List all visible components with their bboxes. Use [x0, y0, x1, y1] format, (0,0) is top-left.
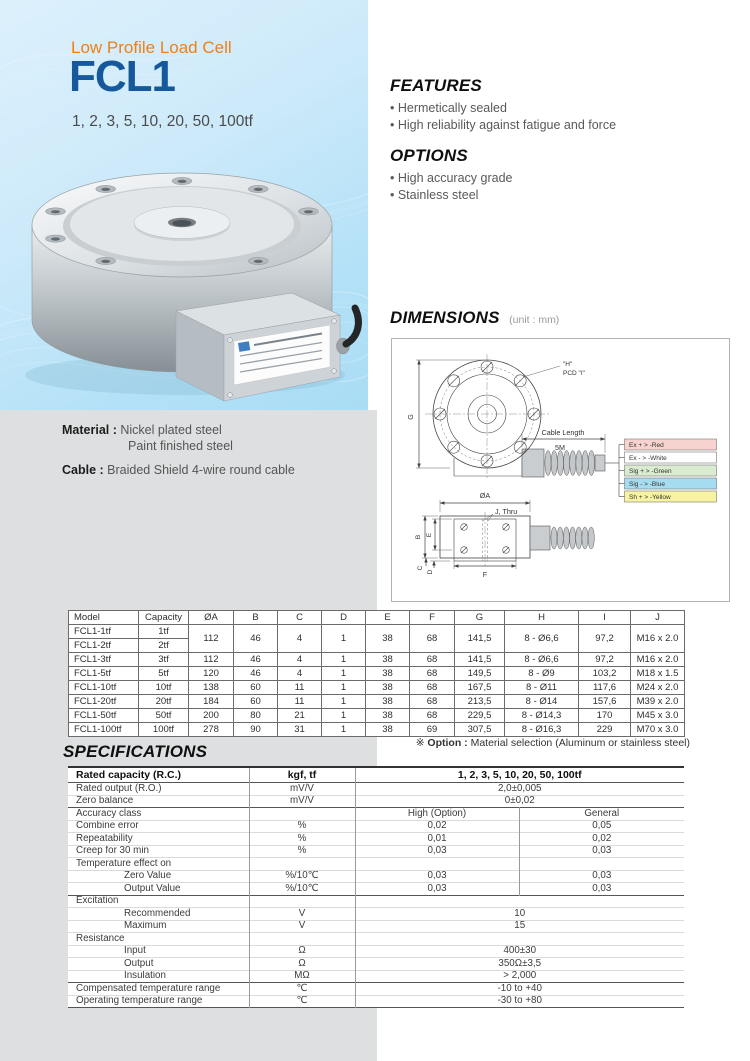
dim-label-j: J, Thru: [495, 507, 518, 516]
dim-value-cell: 1: [322, 681, 366, 695]
spec-unit: ℃: [249, 983, 355, 996]
dim-table-row: [69, 625, 685, 639]
spec-value: [355, 933, 684, 946]
spec-param-name: Creep for 30 min: [68, 845, 249, 858]
product-kicker: Low Profile Load Cell: [71, 38, 232, 57]
spec-header-name: Rated capacity (R.C.): [68, 767, 249, 783]
option-note-text: Material selection (Aluminum or stainless steel): [467, 737, 690, 749]
spec-table-row: [68, 845, 684, 858]
spec-value-high: 0,03: [355, 870, 519, 883]
dim-value-cell: 60: [234, 695, 278, 709]
dim-value-cell: 1: [322, 625, 366, 653]
dim-model-cell: FCL1-3tf: [69, 653, 139, 667]
dim-value-cell: 21: [278, 709, 322, 723]
dim-table-row: [69, 681, 685, 695]
dim-col-header: Model: [69, 611, 139, 625]
spec-param-name: Repeatability: [68, 833, 249, 846]
material-cable-block: [62, 423, 295, 479]
spec-param-name: Resistance: [68, 933, 249, 946]
dim-value-cell: 46: [234, 653, 278, 667]
spec-value-general: 0,03: [592, 882, 612, 894]
features-heading: FEATURES: [390, 76, 482, 95]
spec-table-row: [68, 945, 684, 958]
spec-unit: [249, 895, 355, 908]
dim-value-cell: 60: [234, 681, 278, 695]
dim-value-cell: M39 x 2.0: [631, 695, 685, 709]
spec-table-row: [68, 883, 684, 896]
spec-value: 350Ω±3,5: [498, 957, 542, 969]
hole-note-1: "H": [563, 361, 573, 368]
spec-param-name: Temperature effect on: [68, 858, 249, 871]
dim-value-cell: 307,5: [455, 723, 505, 737]
feature-item: • Hermetically sealed: [390, 101, 507, 115]
svg-text:Sh + > -Yellow: Sh + > -Yellow: [629, 494, 671, 501]
spec-table-row: [68, 820, 684, 833]
specifications-heading: SPECIFICATIONS: [63, 742, 208, 761]
dim-value-cell: M16 x 2.0: [631, 653, 685, 667]
spec-header-unit: kgf, tf: [249, 767, 355, 783]
dim-table-row: [69, 723, 685, 737]
dim-model-cell: FCL1-50tf: [69, 709, 139, 723]
dim-capacity-cell: 100tf: [139, 723, 189, 737]
dimension-table: [68, 610, 685, 737]
spec-param-name: Insulation: [68, 970, 249, 983]
dim-col-header: G: [455, 611, 505, 625]
dim-value-cell: 4: [278, 667, 322, 681]
spec-unit: mV/V: [249, 795, 355, 808]
dim-value-cell: 97,2: [579, 653, 631, 667]
cable: [346, 308, 358, 344]
option-item: • High accuracy grade: [390, 171, 513, 185]
spec-param-name: Rated output (R.O.): [68, 783, 249, 796]
dim-value-cell: 141,5: [455, 625, 505, 653]
dim-value-cell: 141,5: [455, 653, 505, 667]
spec-table-row: [68, 983, 684, 996]
dim-value-cell: M24 x 2.0: [631, 681, 685, 695]
dim-value-cell: M18 x 1.5: [631, 667, 685, 681]
dim-value-cell: 31: [278, 723, 322, 737]
svg-text:Ex + > -Red: Ex + > -Red: [629, 442, 664, 449]
dim-value-cell: 90: [234, 723, 278, 737]
spec-param-name: Compensated temperature range: [68, 983, 249, 996]
drawing-top-view: [406, 354, 717, 502]
dim-value-cell: 200: [189, 709, 234, 723]
spec-unit: %: [249, 833, 355, 846]
dim-value-cell: 8 - Ø11: [505, 681, 579, 695]
dim-value-cell: 38: [366, 667, 410, 681]
dim-value-cell: 68: [410, 709, 455, 723]
dim-value-cell: M45 x 3.0: [631, 709, 685, 723]
spec-table-row: [68, 970, 684, 983]
options-section: [390, 146, 513, 204]
dim-value-cell: M16 x 2.0: [631, 625, 685, 653]
spec-value: 2,0±0,005: [497, 782, 542, 794]
spec-value-high: High (Option): [355, 808, 519, 821]
dim-value-cell: 8 - Ø14,3: [505, 709, 579, 723]
dim-value-cell: 8 - Ø14: [505, 695, 579, 709]
spec-param-name: Recommended: [68, 908, 249, 921]
dim-capacity-cell: 20tf: [139, 695, 189, 709]
spec-unit: V: [249, 920, 355, 933]
dim-col-header: C: [278, 611, 322, 625]
spec-value: 10: [514, 907, 526, 919]
spec-param-name: Output Value: [68, 883, 249, 896]
spec-header-row: [68, 767, 684, 783]
spec-unit: [249, 808, 355, 821]
capacity-range: 1, 2, 3, 5, 10, 20, 50, 100tf: [72, 113, 253, 130]
spec-unit: [249, 858, 355, 871]
dim-value-cell: 184: [189, 695, 234, 709]
dim-value-cell: M70 x 3.0: [631, 723, 685, 737]
dim-label-f: F: [482, 570, 488, 579]
spec-unit: Ω: [249, 958, 355, 971]
dimensions-section-heading: [390, 308, 559, 328]
dim-value-cell: 4: [278, 653, 322, 667]
spec-param-name: Output: [68, 958, 249, 971]
spec-table-row: [68, 920, 684, 933]
dim-col-header: ØA: [189, 611, 234, 625]
dim-value-cell: 138: [189, 681, 234, 695]
dim-value-cell: 68: [410, 625, 455, 653]
spec-unit: V: [249, 908, 355, 921]
spec-value-general: 0,03: [592, 845, 612, 856]
feature-item: • High reliability against fatigue and force: [390, 118, 617, 132]
spec-value-high: 0,03: [355, 883, 519, 896]
loadcell-center-hole-inner: [173, 220, 192, 226]
dim-table-row: [69, 653, 685, 667]
option-note: [380, 737, 690, 749]
wire-label-shield: [625, 491, 717, 502]
dim-label-b: B: [415, 534, 422, 540]
dim-value-cell: 8 - Ø9: [505, 667, 579, 681]
dim-value-cell: 38: [366, 723, 410, 737]
spec-value: 400±30: [503, 945, 537, 956]
dim-value-cell: 117,6: [579, 681, 631, 695]
dim-value-cell: 1: [322, 723, 366, 737]
dim-model-cell: FCL1-20tf: [69, 695, 139, 709]
dim-table-row: [69, 709, 685, 723]
spec-param-name: Maximum: [68, 920, 249, 933]
product-model: FCL1: [69, 52, 175, 101]
spec-unit: MΩ: [249, 970, 355, 983]
spec-unit: %/10℃: [249, 870, 355, 883]
spec-param-name: Operating temperature range: [68, 995, 249, 1008]
spec-table-row: [68, 858, 684, 871]
dim-capacity-cell: 5tf: [139, 667, 189, 681]
dim-label-g: G: [406, 414, 415, 420]
options-heading: OPTIONS: [390, 146, 468, 165]
spec-value-general: 0,02: [592, 832, 612, 844]
wire-label-sig-plus: [625, 465, 717, 476]
wire-label-ex-plus: [625, 439, 717, 450]
dimensions-unit-note: (unit : mm): [509, 314, 560, 326]
dimensions-drawing: [391, 338, 730, 602]
spec-param-name: Accuracy class: [68, 808, 249, 821]
spec-table-row: [68, 833, 684, 846]
dimensions-heading: DIMENSIONS: [390, 308, 500, 327]
dim-value-cell: 157,6: [579, 695, 631, 709]
spec-unit: %: [249, 845, 355, 858]
dim-value-cell: 38: [366, 695, 410, 709]
spec-table-row: [68, 958, 684, 971]
spec-value: -10 to +40: [497, 982, 542, 994]
spec-param-name: Zero balance: [68, 795, 249, 808]
dim-value-cell: 97,2: [579, 625, 631, 653]
dim-label-e: E: [426, 532, 433, 538]
spec-table-row: [68, 895, 684, 908]
cable-length-value: 5M: [555, 443, 565, 452]
material-value-2: Paint finished steel: [128, 438, 233, 453]
spec-unit: mV/V: [249, 783, 355, 796]
dim-value-cell: 120: [189, 667, 234, 681]
dim-value-cell: 80: [234, 709, 278, 723]
dim-value-cell: 8 - Ø6,6: [505, 625, 579, 653]
dim-value-cell: 8 - Ø16,3: [505, 723, 579, 737]
specifications-table: [68, 766, 684, 1008]
hero-panel: [0, 0, 368, 410]
dim-label-d: D: [427, 569, 434, 575]
dim-value-cell: 1: [322, 709, 366, 723]
spec-header-value: 1, 2, 3, 5, 10, 20, 50, 100tf: [457, 768, 582, 781]
dim-value-cell: 4: [278, 625, 322, 653]
dim-value-cell: 103,2: [579, 667, 631, 681]
spec-table-row: [68, 808, 684, 821]
option-note-label: Option :: [427, 737, 468, 749]
dim-value-cell: 38: [366, 625, 410, 653]
spec-value: 0±0,02: [504, 795, 535, 806]
dim-value-cell: 8 - Ø6,6: [505, 653, 579, 667]
spec-value-high: 0,03: [355, 845, 519, 858]
dim-capacity-cell: 2tf: [139, 639, 189, 653]
drawing-side-view: [415, 491, 594, 579]
dim-value-cell: 229,5: [455, 709, 505, 723]
spec-table-row: [68, 783, 684, 796]
spec-param-name: Combine error: [68, 820, 249, 833]
cable-length-label: Cable Length: [541, 428, 585, 437]
spec-value: > 2,000: [503, 970, 537, 981]
dim-col-header: B: [234, 611, 278, 625]
dim-col-header: D: [322, 611, 366, 625]
spec-table-row: [68, 995, 684, 1008]
spec-value-high: 0,01: [355, 833, 519, 846]
dim-value-cell: 38: [366, 653, 410, 667]
dim-model-cell: FCL1-1tf: [69, 625, 139, 639]
dim-value-cell: 278: [189, 723, 234, 737]
dim-value-cell: 68: [410, 653, 455, 667]
dim-label-c: C: [417, 565, 424, 571]
spec-value-high: [355, 858, 519, 871]
dim-col-header: E: [366, 611, 410, 625]
cable-label: Cable :: [62, 463, 104, 477]
dim-col-header: H: [505, 611, 579, 625]
cable-value: Braided Shield 4-wire round cable: [107, 463, 295, 477]
option-item: • Stainless steel: [390, 188, 479, 202]
dim-model-cell: FCL1-5tf: [69, 667, 139, 681]
spec-param-name: Excitation: [68, 895, 249, 908]
spec-value: -30 to +80: [497, 995, 542, 1006]
spec-unit: %: [249, 820, 355, 833]
svg-text:Ex - > -White: Ex - > -White: [629, 455, 667, 462]
spec-table-row: [68, 870, 684, 883]
dim-value-cell: 38: [366, 681, 410, 695]
dim-table-row: [69, 667, 685, 681]
option-note-marker: ※: [415, 737, 428, 749]
hole-note-2: PCD "I": [563, 370, 585, 377]
dim-value-cell: 1: [322, 667, 366, 681]
dim-value-cell: 167,5: [455, 681, 505, 695]
dim-value-cell: 46: [234, 667, 278, 681]
spec-value: [355, 895, 684, 908]
dim-value-cell: 1: [322, 695, 366, 709]
svg-text:Sig + > -Green: Sig + > -Green: [629, 468, 672, 475]
dim-col-header: Capacity: [139, 611, 189, 625]
dim-value-cell: 229: [579, 723, 631, 737]
dim-capacity-cell: 50tf: [139, 709, 189, 723]
spec-value-high: 0,02: [355, 820, 519, 833]
spec-unit: ℃: [249, 995, 355, 1008]
spec-table-row: [68, 908, 684, 921]
spec-value-general: General: [584, 807, 620, 819]
dim-capacity-cell: 3tf: [139, 653, 189, 667]
dim-value-cell: 68: [410, 695, 455, 709]
dim-capacity-cell: 10tf: [139, 681, 189, 695]
dim-table-header-row: [69, 611, 685, 625]
spec-value-general: 0,05: [592, 820, 612, 831]
dim-value-cell: 11: [278, 695, 322, 709]
dim-value-cell: 1: [322, 653, 366, 667]
dim-value-cell: 68: [410, 681, 455, 695]
dim-value-cell: 213,5: [455, 695, 505, 709]
spec-unit: Ω: [249, 945, 355, 958]
spec-value-general: 0,03: [592, 870, 612, 881]
dim-model-cell: FCL1-100tf: [69, 723, 139, 737]
material-label: Material :: [62, 423, 117, 437]
dim-value-cell: 112: [189, 653, 234, 667]
dim-model-cell: FCL1-2tf: [69, 639, 139, 653]
features-section: [390, 76, 616, 134]
dim-value-cell: 149,5: [455, 667, 505, 681]
dim-col-header: I: [579, 611, 631, 625]
svg-text:Sig - > -Blue: Sig - > -Blue: [629, 481, 665, 488]
spec-value: 15: [514, 920, 526, 931]
dim-value-cell: 69: [410, 723, 455, 737]
spec-unit: [249, 933, 355, 946]
spec-unit: %/10℃: [249, 883, 355, 896]
dim-value-cell: 112: [189, 625, 234, 653]
dim-value-cell: 38: [366, 709, 410, 723]
spec-table-row: [68, 933, 684, 946]
product-photo: [0, 125, 368, 410]
spec-param-name: Input: [68, 945, 249, 958]
dim-col-header: F: [410, 611, 455, 625]
spec-param-name: Zero Value: [68, 870, 249, 883]
wire-label-ex-minus: [625, 452, 717, 463]
dim-value-cell: 11: [278, 681, 322, 695]
spec-table-row: [68, 795, 684, 808]
dim-col-header: J: [631, 611, 685, 625]
dim-label-dia: ØA: [479, 491, 491, 500]
material-value-1: Nickel plated steel: [120, 423, 222, 437]
dim-value-cell: 68: [410, 667, 455, 681]
wire-label-sig-minus: [625, 478, 717, 489]
dim-model-cell: FCL1-10tf: [69, 681, 139, 695]
dim-table-row: [69, 695, 685, 709]
dim-value-cell: 170: [579, 709, 631, 723]
dim-value-cell: 46: [234, 625, 278, 653]
dim-capacity-cell: 1tf: [139, 625, 189, 639]
spec-value-general: [519, 858, 684, 871]
